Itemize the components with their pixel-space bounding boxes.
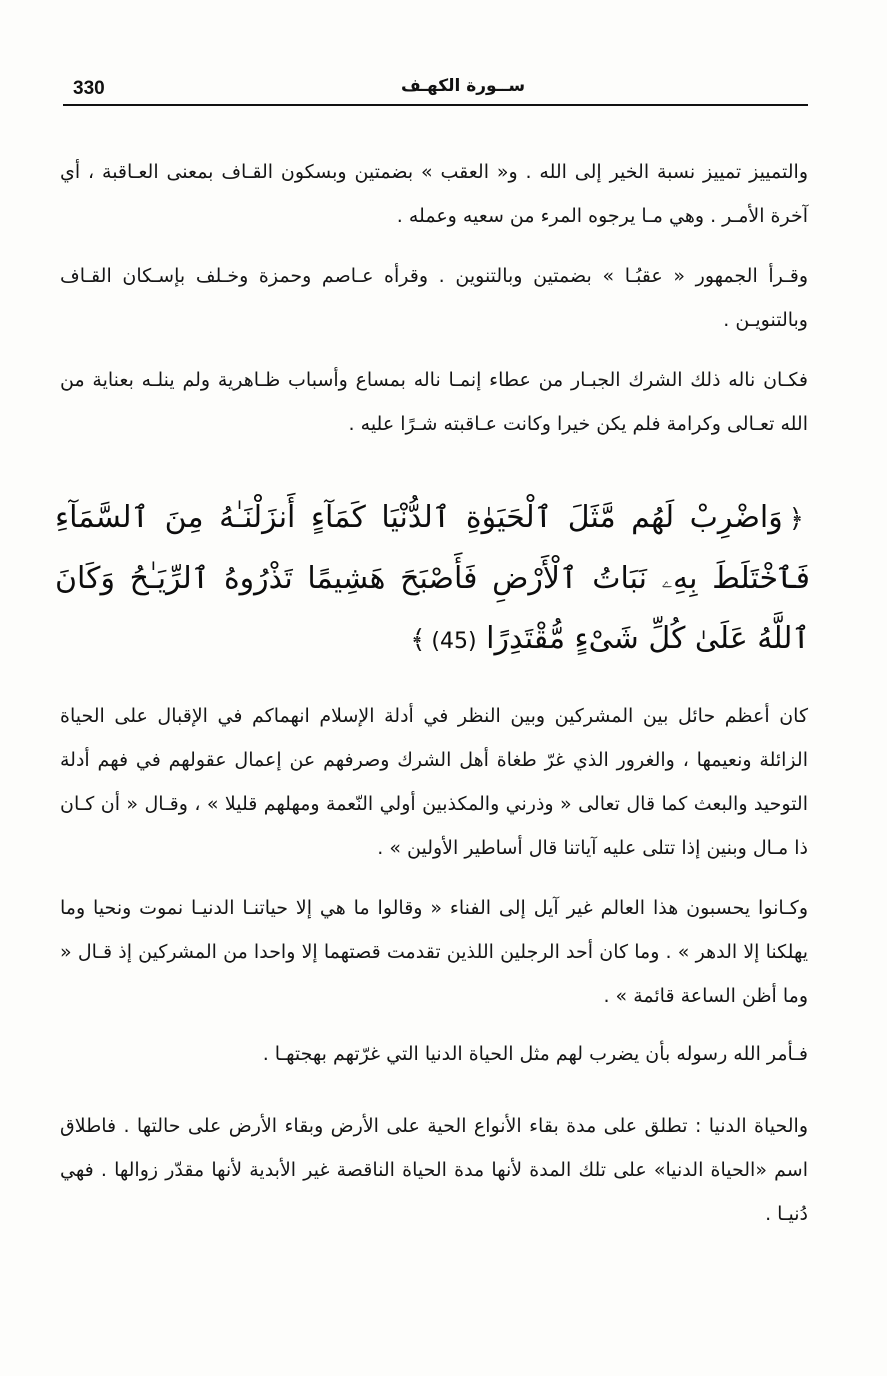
page-number: 330 <box>73 78 105 99</box>
surah-title: ســورة الكهـف <box>400 76 526 96</box>
page-header <box>63 70 808 106</box>
quran-verse <box>55 488 810 672</box>
paragraph-command-parable: فـأمر الله رسوله بأن يضرب لهم مثل الحياة الدنيا التي غرّتهم بهجتهـا . <box>262 1043 808 1065</box>
verse-text: وَاضْرِبْ لَهُم مَّثَلَ ٱلْحَيَوٰةِ ٱلدُّنْيَا كَمَآءٍ أَنزَلْنَـٰهُ مِنَ ٱلسَّمَآءِ فَٱخْتَلَطَ بِهِۦ نَبَاتُ ٱلْأَرْضِ فَأَصْبَحَ هَشِيمًا تَذْرُوهُ ٱلرِّيَـٰحُ وَكَانَ ٱللَّهُ عَلَىٰ كُلِّ شَىْءٍ مُّقْتَدِرًا <box>55 500 810 656</box>
paragraph-shirk-wealth: فكـان ناله ذلك الشرك الجبـار من عطاء إنمـا ناله بمساع وأسباب ظـاهرية ولم ينلـه بعناية من الله تعـالى وكرامة فلم يكن خيرا وكانت عـاقبته شـرًا عليه . <box>60 369 808 435</box>
paragraph-world-not-ending: وكـانوا يحسبون هذا العالم غير آيل إلى الفناء « وقالوا ما هي إلا حياتنـا الدنيـا نموت ونحيا وما يهلكنا إلا الدهر » . وما كان أحد الرجلين اللذين تقدمت قصتهما إلا واحدا من المشركين إذ قـال « وما أظن الساعة قائمة » . <box>60 897 808 1007</box>
paragraph-worldly-life: والحياة الدنيا : تطلق على مدة بقاء الأنواع الحية على الأرض وبقاء الأرض على حالتها . فاطلاق اسم «الحياة الدنيا» على تلك المدة لأنها مدة الحياة الناقصة غير الأبدية لأنها مقدّر زوالها . فهي دُنيـا . <box>60 1115 808 1225</box>
paragraph-qiraat: وقـرأ الجمهور « عقبُـا » بضمتين وبالتنوين . وقرأه عـاصم وحمزة وخـلف بإسـكان القـاف وبالتنويـن . <box>60 265 808 331</box>
verse-close-bracket: ﴾ <box>410 625 426 655</box>
header-divider <box>63 104 808 106</box>
paragraph-tamyiz: والتمييز تمييز نسبة الخير إلى الله . و« العقب » بضمتين وبسكون القـاف بمعنى العـاقبة ، أي آخرة الأمـر . وهي مـا يرجوه المرء من سعيه وعمله . <box>60 161 808 227</box>
paragraph-greatest-barrier: كان أعظم حائل بين المشركين وبين النظر في أدلة الإسلام انهماكم في الإقبال على الحياة الزائلة ونعيمها ، والغرور الذي غرّ طغاة أهل الشرك وصرفهم عن إعمال عقولهم في فهم أدلة التوحيد والبعث كما قال تعالى « وذرني والمكذبين أولي النّعمة ومهلهم قليلا » ، وقـال « أن كـان ذا مـال وبنين إذا تتلى عليه آياتنا قال أساطير الأولين » . <box>60 705 808 859</box>
verse-number: (45) <box>431 629 477 654</box>
verse-open-bracket: ﴿ <box>788 504 804 534</box>
